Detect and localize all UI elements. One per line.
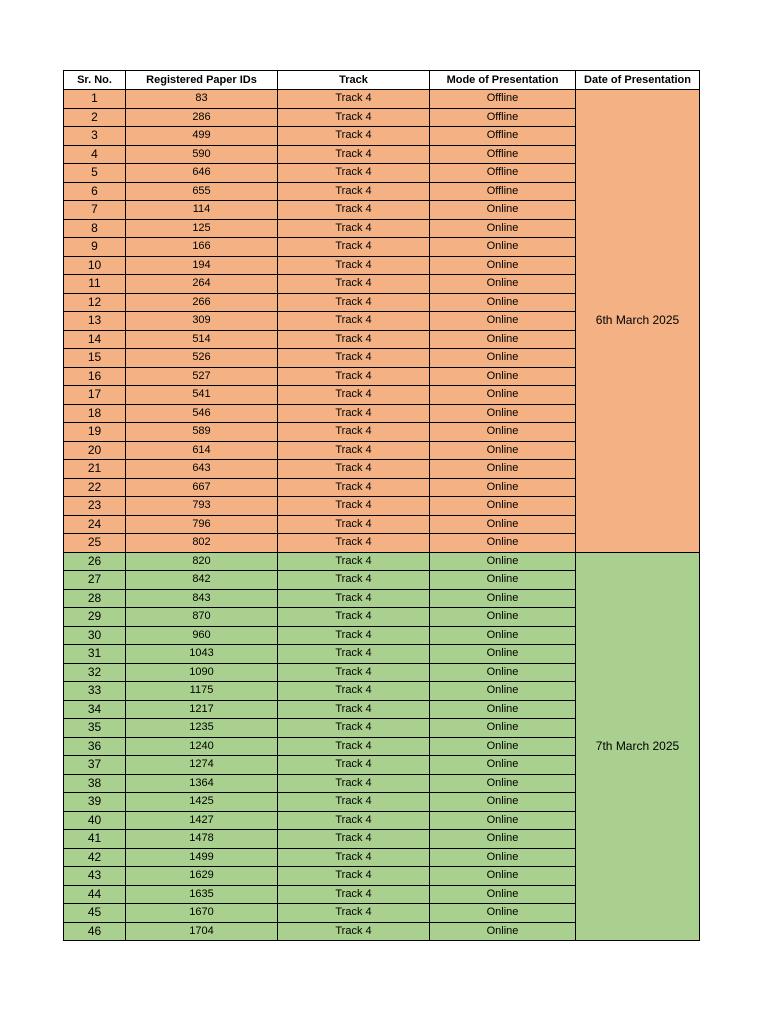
- header-date: Date of Presentation: [576, 71, 700, 90]
- mode-cell: Online: [430, 367, 576, 386]
- paper-id-cell: 264: [126, 275, 278, 294]
- track-cell: Track 4: [278, 275, 430, 294]
- mode-cell: Online: [430, 626, 576, 645]
- track-cell: Track 4: [278, 756, 430, 775]
- track-cell: Track 4: [278, 515, 430, 534]
- paper-id-cell: 527: [126, 367, 278, 386]
- presentation-date-cell: 7th March 2025: [576, 552, 700, 941]
- paper-id-cell: 166: [126, 238, 278, 257]
- mode-cell: Online: [430, 201, 576, 220]
- paper-id-cell: 1425: [126, 793, 278, 812]
- paper-id-cell: 1235: [126, 719, 278, 738]
- sr-no-cell: 10: [64, 256, 126, 275]
- mode-cell: Online: [430, 608, 576, 627]
- track-cell: Track 4: [278, 737, 430, 756]
- sr-no-cell: 3: [64, 127, 126, 146]
- sr-no-cell: 6: [64, 182, 126, 201]
- track-cell: Track 4: [278, 478, 430, 497]
- paper-id-cell: 309: [126, 312, 278, 331]
- sr-no-cell: 9: [64, 238, 126, 257]
- mode-cell: Online: [430, 441, 576, 460]
- paper-id-cell: 667: [126, 478, 278, 497]
- mode-cell: Online: [430, 386, 576, 405]
- track-cell: Track 4: [278, 830, 430, 849]
- paper-id-cell: 1217: [126, 700, 278, 719]
- paper-id-cell: 1175: [126, 682, 278, 701]
- sr-no-cell: 23: [64, 497, 126, 516]
- mode-cell: Online: [430, 293, 576, 312]
- mode-cell: Online: [430, 645, 576, 664]
- mode-cell: Online: [430, 497, 576, 516]
- mode-cell: Online: [430, 904, 576, 923]
- paper-id-cell: 266: [126, 293, 278, 312]
- paper-id-cell: 514: [126, 330, 278, 349]
- paper-id-cell: 194: [126, 256, 278, 275]
- sr-no-cell: 4: [64, 145, 126, 164]
- sr-no-cell: 37: [64, 756, 126, 775]
- track-cell: Track 4: [278, 293, 430, 312]
- header-sr-no: Sr. No.: [64, 71, 126, 90]
- mode-cell: Online: [430, 737, 576, 756]
- paper-id-cell: 820: [126, 552, 278, 571]
- track-cell: Track 4: [278, 793, 430, 812]
- paper-id-cell: 1364: [126, 774, 278, 793]
- track-cell: Track 4: [278, 460, 430, 479]
- track-cell: Track 4: [278, 423, 430, 442]
- sr-no-cell: 21: [64, 460, 126, 479]
- track-cell: Track 4: [278, 663, 430, 682]
- mode-cell: Online: [430, 719, 576, 738]
- track-cell: Track 4: [278, 349, 430, 368]
- presentation-date-cell: 6th March 2025: [576, 90, 700, 553]
- mode-cell: Offline: [430, 108, 576, 127]
- sr-no-cell: 28: [64, 589, 126, 608]
- track-cell: Track 4: [278, 404, 430, 423]
- track-cell: Track 4: [278, 848, 430, 867]
- track-cell: Track 4: [278, 108, 430, 127]
- paper-id-cell: 1499: [126, 848, 278, 867]
- track-cell: Track 4: [278, 645, 430, 664]
- mode-cell: Online: [430, 330, 576, 349]
- sr-no-cell: 24: [64, 515, 126, 534]
- header-track: Track: [278, 71, 430, 90]
- sr-no-cell: 45: [64, 904, 126, 923]
- track-cell: Track 4: [278, 922, 430, 941]
- track-cell: Track 4: [278, 330, 430, 349]
- sr-no-cell: 40: [64, 811, 126, 830]
- mode-cell: Online: [430, 460, 576, 479]
- paper-id-cell: 499: [126, 127, 278, 146]
- sr-no-cell: 34: [64, 700, 126, 719]
- sr-no-cell: 5: [64, 164, 126, 183]
- mode-cell: Online: [430, 663, 576, 682]
- sr-no-cell: 44: [64, 885, 126, 904]
- track-cell: Track 4: [278, 571, 430, 590]
- track-cell: Track 4: [278, 904, 430, 923]
- paper-id-cell: 842: [126, 571, 278, 590]
- mode-cell: Online: [430, 774, 576, 793]
- track-cell: Track 4: [278, 774, 430, 793]
- mode-cell: Online: [430, 571, 576, 590]
- paper-id-cell: 1670: [126, 904, 278, 923]
- mode-cell: Online: [430, 811, 576, 830]
- track-cell: Track 4: [278, 867, 430, 886]
- sr-no-cell: 33: [64, 682, 126, 701]
- sr-no-cell: 2: [64, 108, 126, 127]
- track-cell: Track 4: [278, 219, 430, 238]
- mode-cell: Offline: [430, 164, 576, 183]
- paper-id-cell: 286: [126, 108, 278, 127]
- paper-id-cell: 802: [126, 534, 278, 553]
- sr-no-cell: 13: [64, 312, 126, 331]
- table-header: [64, 71, 700, 90]
- mode-cell: Online: [430, 404, 576, 423]
- header-paper-ids: Registered Paper IDs: [126, 71, 278, 90]
- table-row: [64, 90, 700, 109]
- mode-cell: Online: [430, 867, 576, 886]
- sr-no-cell: 17: [64, 386, 126, 405]
- paper-id-cell: 590: [126, 145, 278, 164]
- mode-cell: Offline: [430, 145, 576, 164]
- mode-cell: Online: [430, 515, 576, 534]
- sr-no-cell: 1: [64, 90, 126, 109]
- paper-id-cell: 843: [126, 589, 278, 608]
- sr-no-cell: 38: [64, 774, 126, 793]
- paper-id-cell: 1704: [126, 922, 278, 941]
- track-cell: Track 4: [278, 145, 430, 164]
- track-cell: Track 4: [278, 90, 430, 109]
- paper-id-cell: 1629: [126, 867, 278, 886]
- paper-id-cell: 643: [126, 460, 278, 479]
- table-body: [64, 90, 700, 941]
- sr-no-cell: 31: [64, 645, 126, 664]
- paper-id-cell: 125: [126, 219, 278, 238]
- paper-id-cell: 83: [126, 90, 278, 109]
- track-cell: Track 4: [278, 367, 430, 386]
- track-cell: Track 4: [278, 552, 430, 571]
- sr-no-cell: 14: [64, 330, 126, 349]
- sr-no-cell: 35: [64, 719, 126, 738]
- paper-id-cell: 1090: [126, 663, 278, 682]
- sr-no-cell: 20: [64, 441, 126, 460]
- paper-id-cell: 589: [126, 423, 278, 442]
- sr-no-cell: 7: [64, 201, 126, 220]
- mode-cell: Online: [430, 478, 576, 497]
- mode-cell: Online: [430, 922, 576, 941]
- mode-cell: Online: [430, 885, 576, 904]
- mode-cell: Offline: [430, 127, 576, 146]
- track-cell: Track 4: [278, 682, 430, 701]
- sr-no-cell: 32: [64, 663, 126, 682]
- sr-no-cell: 29: [64, 608, 126, 627]
- mode-cell: Online: [430, 312, 576, 331]
- sr-no-cell: 41: [64, 830, 126, 849]
- sr-no-cell: 42: [64, 848, 126, 867]
- mode-cell: Online: [430, 219, 576, 238]
- mode-cell: Online: [430, 238, 576, 257]
- paper-id-cell: 1635: [126, 885, 278, 904]
- sr-no-cell: 11: [64, 275, 126, 294]
- mode-cell: Online: [430, 682, 576, 701]
- paper-id-cell: 1427: [126, 811, 278, 830]
- mode-cell: Online: [430, 756, 576, 775]
- paper-id-cell: 793: [126, 497, 278, 516]
- sr-no-cell: 12: [64, 293, 126, 312]
- paper-id-cell: 796: [126, 515, 278, 534]
- paper-id-cell: 614: [126, 441, 278, 460]
- presentation-schedule-table: [63, 70, 700, 941]
- sr-no-cell: 36: [64, 737, 126, 756]
- sr-no-cell: 25: [64, 534, 126, 553]
- track-cell: Track 4: [278, 256, 430, 275]
- mode-cell: Online: [430, 830, 576, 849]
- mode-cell: Online: [430, 793, 576, 812]
- track-cell: Track 4: [278, 534, 430, 553]
- track-cell: Track 4: [278, 386, 430, 405]
- track-cell: Track 4: [278, 497, 430, 516]
- header-mode: Mode of Presentation: [430, 71, 576, 90]
- paper-id-cell: 646: [126, 164, 278, 183]
- mode-cell: Offline: [430, 90, 576, 109]
- mode-cell: Online: [430, 552, 576, 571]
- sr-no-cell: 16: [64, 367, 126, 386]
- track-cell: Track 4: [278, 885, 430, 904]
- paper-id-cell: 1240: [126, 737, 278, 756]
- track-cell: Track 4: [278, 719, 430, 738]
- paper-id-cell: 870: [126, 608, 278, 627]
- mode-cell: Online: [430, 256, 576, 275]
- paper-id-cell: 1274: [126, 756, 278, 775]
- mode-cell: Online: [430, 589, 576, 608]
- track-cell: Track 4: [278, 700, 430, 719]
- paper-id-cell: 526: [126, 349, 278, 368]
- sr-no-cell: 43: [64, 867, 126, 886]
- sr-no-cell: 8: [64, 219, 126, 238]
- track-cell: Track 4: [278, 312, 430, 331]
- paper-id-cell: 1043: [126, 645, 278, 664]
- mode-cell: Online: [430, 349, 576, 368]
- sr-no-cell: 39: [64, 793, 126, 812]
- track-cell: Track 4: [278, 811, 430, 830]
- track-cell: Track 4: [278, 127, 430, 146]
- paper-id-cell: 960: [126, 626, 278, 645]
- track-cell: Track 4: [278, 164, 430, 183]
- mode-cell: Online: [430, 534, 576, 553]
- paper-id-cell: 114: [126, 201, 278, 220]
- mode-cell: Online: [430, 700, 576, 719]
- sr-no-cell: 15: [64, 349, 126, 368]
- sr-no-cell: 18: [64, 404, 126, 423]
- sr-no-cell: 30: [64, 626, 126, 645]
- paper-id-cell: 655: [126, 182, 278, 201]
- track-cell: Track 4: [278, 589, 430, 608]
- sr-no-cell: 26: [64, 552, 126, 571]
- track-cell: Track 4: [278, 626, 430, 645]
- sr-no-cell: 19: [64, 423, 126, 442]
- track-cell: Track 4: [278, 182, 430, 201]
- track-cell: Track 4: [278, 441, 430, 460]
- mode-cell: Online: [430, 275, 576, 294]
- sr-no-cell: 22: [64, 478, 126, 497]
- track-cell: Track 4: [278, 238, 430, 257]
- sr-no-cell: 46: [64, 922, 126, 941]
- paper-id-cell: 541: [126, 386, 278, 405]
- paper-id-cell: 1478: [126, 830, 278, 849]
- track-cell: Track 4: [278, 201, 430, 220]
- track-cell: Track 4: [278, 608, 430, 627]
- sr-no-cell: 27: [64, 571, 126, 590]
- paper-id-cell: 546: [126, 404, 278, 423]
- mode-cell: Online: [430, 848, 576, 867]
- table-row: [64, 552, 700, 571]
- mode-cell: Offline: [430, 182, 576, 201]
- header-row: [64, 71, 700, 90]
- mode-cell: Online: [430, 423, 576, 442]
